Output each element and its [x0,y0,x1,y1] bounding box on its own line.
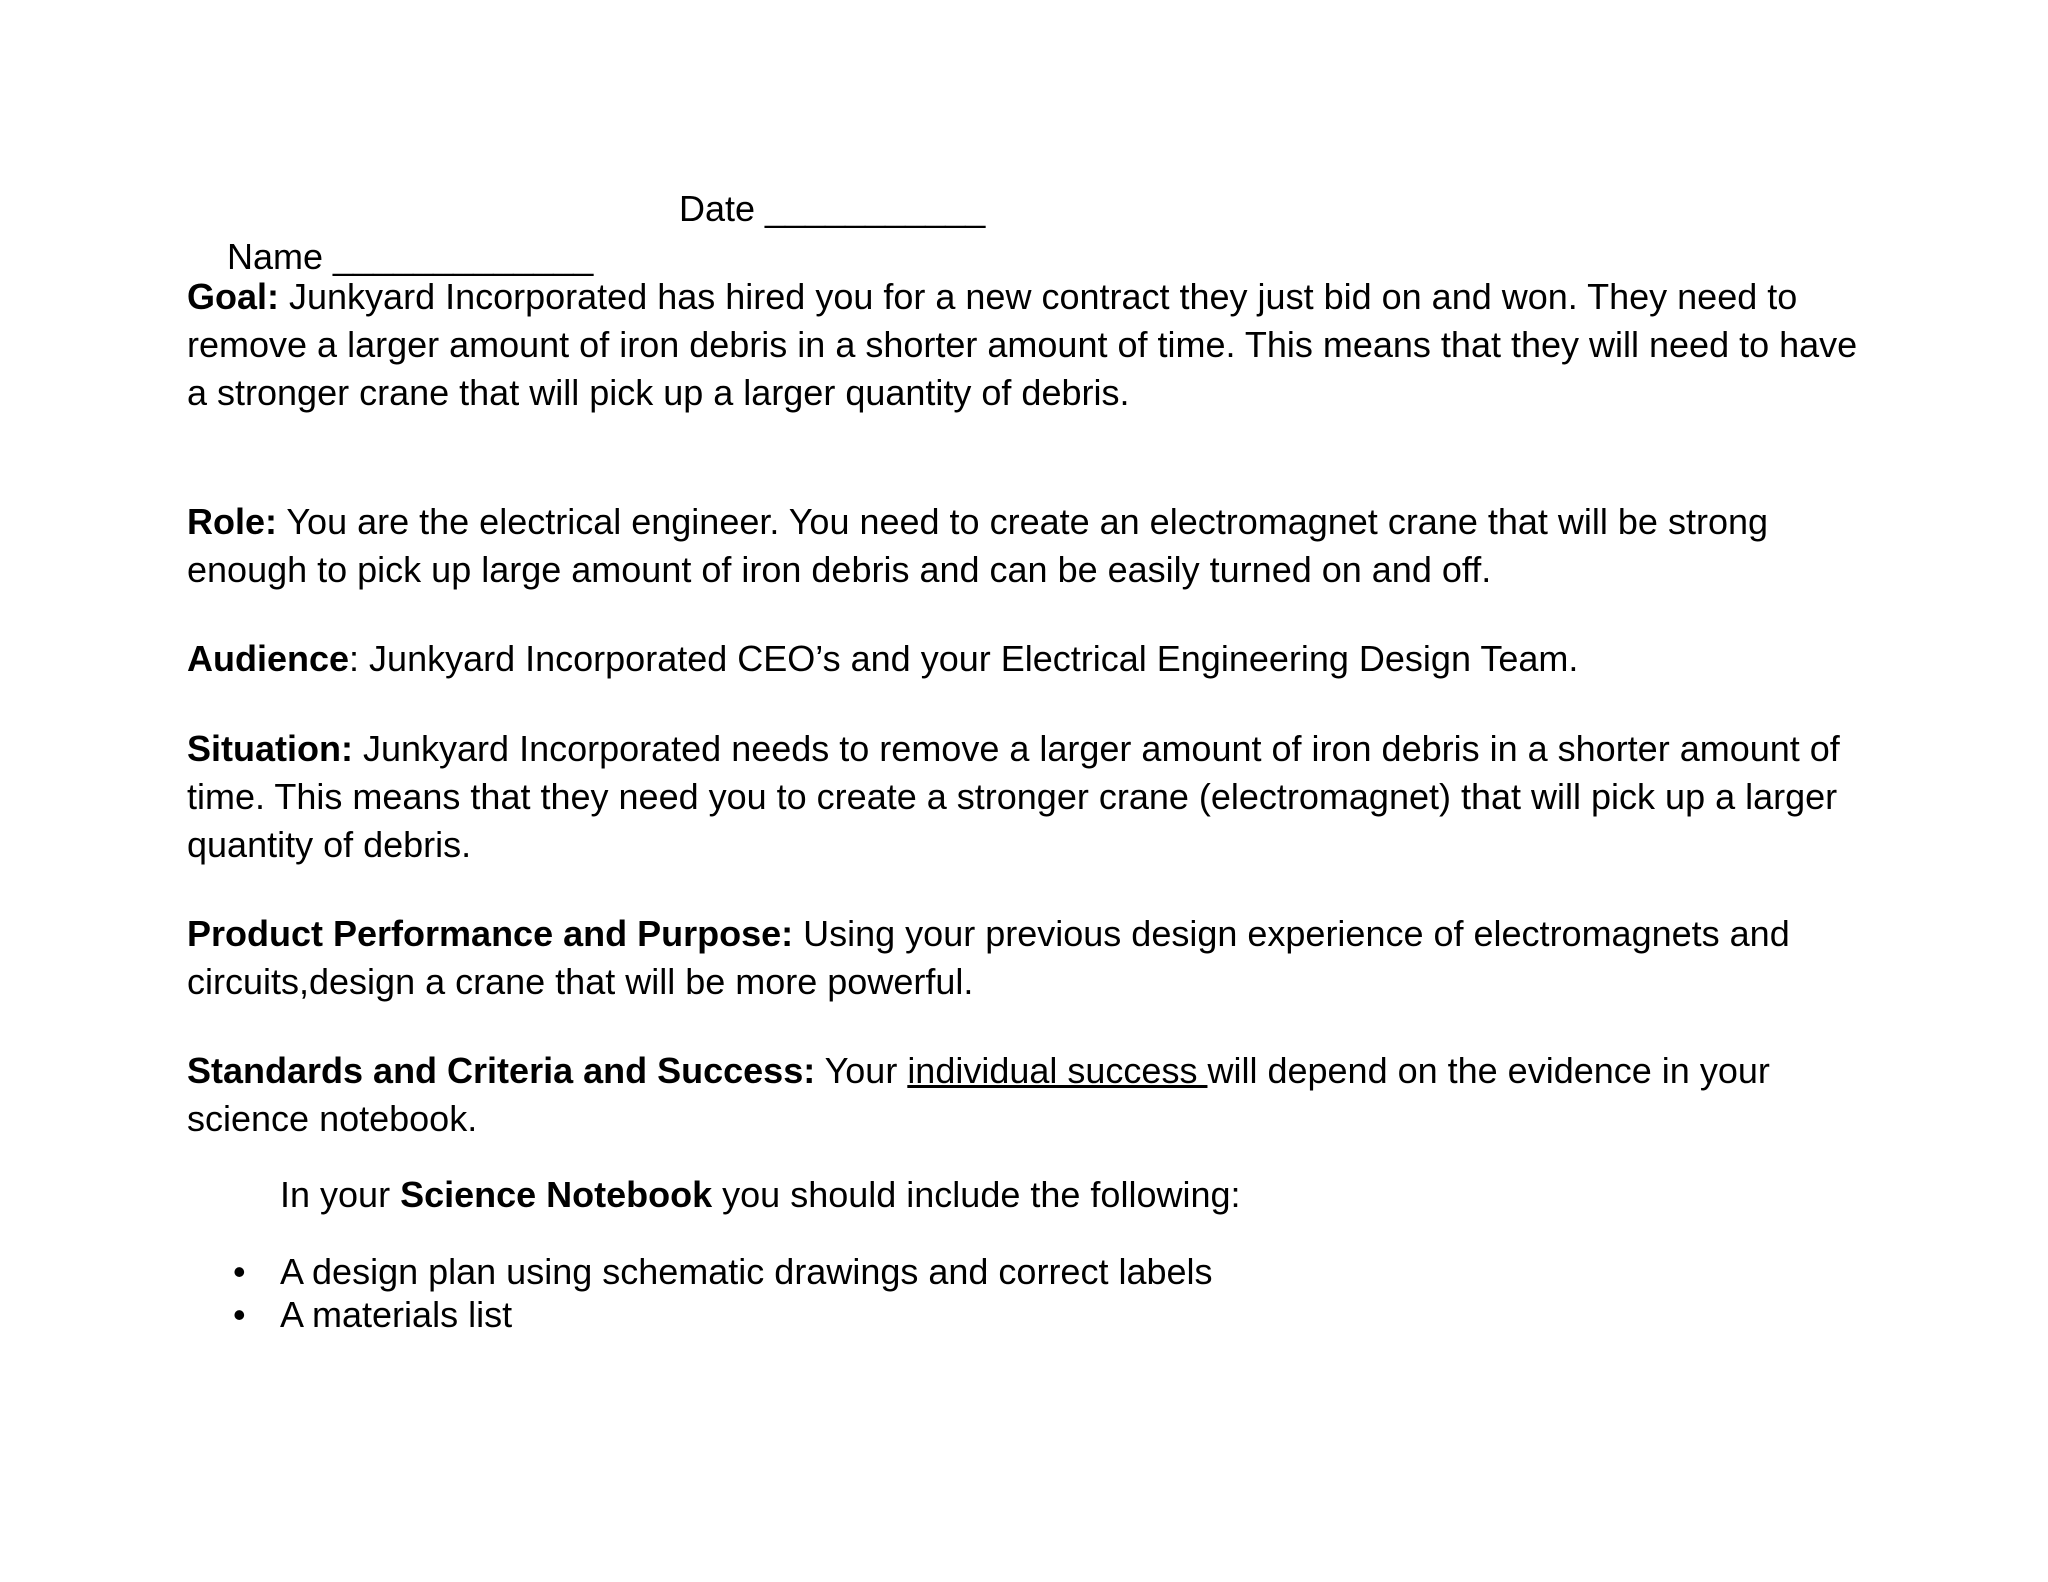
standards-paragraph [187,1047,1887,1143]
bullet-icon: • [233,1294,246,1335]
goal-text: Junkyard Incorporated has hired you for a new contract they just bid on and won. They need to remove a larger amount of iron debris in a shorter amount of time. This means that they will need to have a stronger crane that will pick up a larger quantity of debris. [187,276,1858,413]
audience-text: : Junkyard Incorporated CEO’s and your Electrical Engineering Design Team. [349,638,1579,679]
product-text: Using your previous design experience of electromagnets and circuits,design a crane that will be more powerful. [187,913,1790,1002]
role-paragraph [187,498,1887,594]
name-field-label: Name _____________ [227,236,594,277]
goal-label: Goal: [187,276,280,317]
situation-label: Situation: [187,728,353,769]
notebook-suffix: you should include the following: [712,1174,1241,1215]
list-item [187,1250,1687,1293]
bullet-icon: • [233,1251,246,1292]
standards-text-after: will depend on the evidence in your science notebook. [187,1050,1770,1139]
list-item-text: A materials list [280,1294,513,1335]
standards-text-before: Your [815,1050,908,1091]
goal-paragraph [187,273,1887,417]
notebook-instruction [280,1171,1780,1219]
product-paragraph [187,910,1887,1006]
notebook-prefix: In your [280,1174,401,1215]
list-item-text: A design plan using schematic drawings and correct labels [280,1251,1213,1292]
list-item [187,1293,1687,1336]
situation-paragraph [187,725,1887,869]
situation-text: Junkyard Incorporated needs to remove a larger amount of iron debris in a shorter amount of time. This means that they need you to create a stronger crane (electromagnet) that will pick up a larger quantity of debris. [187,728,1840,865]
audience-paragraph [187,635,1887,683]
date-field-label: Date ___________ [679,188,986,229]
standards-label: Standards and Criteria and Success: [187,1050,816,1091]
notebook-bold: Science Notebook [400,1174,713,1215]
role-text: You are the electrical engineer. You need to create an electromagnet crane that will be strong enough to pick up large amount of iron debris and can be easily turned on and off. [187,501,1769,590]
product-label: Product Performance and Purpose: [187,913,794,954]
requirements-list [187,1250,1687,1336]
standards-underlined-text: individual success [907,1050,1208,1091]
role-label: Role: [187,501,277,542]
audience-label: Audience [187,638,350,679]
